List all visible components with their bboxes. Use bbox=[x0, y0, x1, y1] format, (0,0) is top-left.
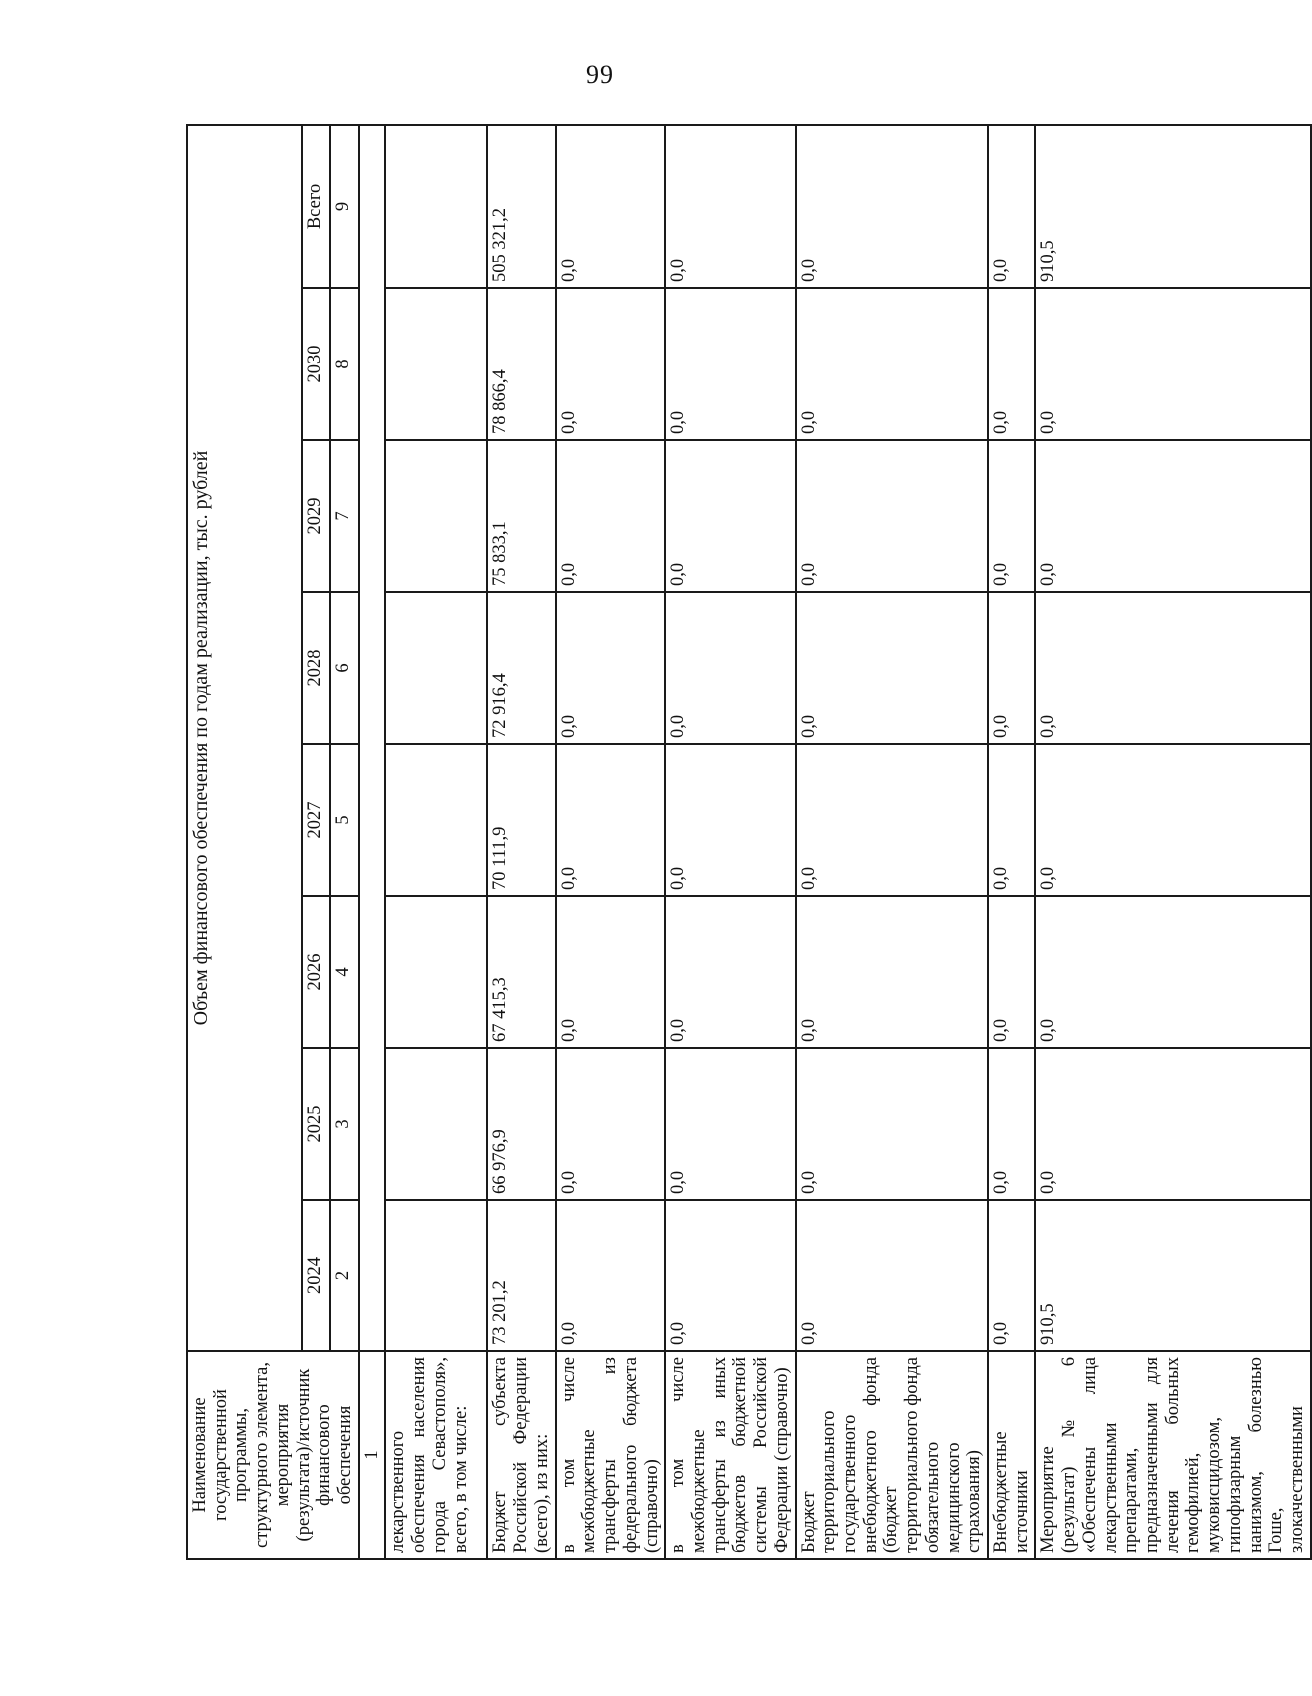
header-year-2026: 2026 bbox=[302, 896, 330, 1048]
table-cell: 0,0 bbox=[556, 125, 666, 288]
table-cell: 0,0 bbox=[796, 592, 988, 744]
table-cell: 0,0 bbox=[665, 744, 795, 896]
table-cell: 0,0 bbox=[988, 744, 1035, 896]
row-label: в том числе межбюджетные трансферты из иных бюджетов бюджетной системы Российской Федерации (справочно) bbox=[665, 1351, 795, 1559]
column-number: 3 bbox=[330, 1048, 358, 1200]
table-cell: 67 415,3 bbox=[487, 896, 555, 1048]
column-number: 1 bbox=[359, 1351, 386, 1559]
table-cell: 0,0 bbox=[988, 896, 1035, 1048]
table-cell: 0,0 bbox=[665, 896, 795, 1048]
table-cell bbox=[385, 744, 487, 896]
table-cell: 0,0 bbox=[556, 440, 666, 592]
table-cell: 0,0 bbox=[988, 1200, 1035, 1351]
table-cell: 0,0 bbox=[1035, 288, 1310, 440]
table-cell: 0,0 bbox=[1035, 1048, 1310, 1200]
table-cell bbox=[385, 1200, 487, 1351]
header-year-2029: 2029 bbox=[302, 440, 330, 592]
table-cell: 0,0 bbox=[665, 1200, 795, 1351]
row-label: Бюджет территориального государственного внебюджетного фонда (бюджет территориального фонда обязательного медицинского страхования) bbox=[796, 1351, 988, 1559]
table-cell bbox=[385, 1048, 487, 1200]
table-cell: 0,0 bbox=[665, 592, 795, 744]
table-row bbox=[487, 125, 555, 1559]
table-cell: 0,0 bbox=[796, 1048, 988, 1200]
table-cell: 75 833,1 bbox=[487, 440, 555, 592]
column-number: 9 bbox=[330, 125, 358, 288]
column-number: 4 bbox=[330, 896, 358, 1048]
financing-table bbox=[186, 124, 1312, 1560]
table-cell: 72 916,4 bbox=[487, 592, 555, 744]
table-cell bbox=[385, 125, 487, 288]
table-cell: 505 321,2 bbox=[487, 125, 555, 288]
header-year-2030: 2030 bbox=[302, 288, 330, 440]
table-row bbox=[556, 125, 666, 1559]
column-number: 6 bbox=[330, 592, 358, 744]
table-row bbox=[665, 125, 795, 1559]
table-cell bbox=[385, 592, 487, 744]
table-cell bbox=[385, 440, 487, 592]
table-row bbox=[385, 125, 487, 1559]
table-cell: 0,0 bbox=[1035, 896, 1310, 1048]
table-row bbox=[796, 125, 988, 1559]
table-cell bbox=[385, 288, 487, 440]
row-label: Мероприятие (результат) № 6 «Обеспечены лица лекарственными препаратами, предназначенными для лечения больных гемофилией, муковисцидозом, гипофизарным нанизмом, болезнью Гоше, злокачественными bbox=[1035, 1351, 1310, 1559]
table-cell: 78 866,4 bbox=[487, 288, 555, 440]
header-year-2024: 2024 bbox=[302, 1200, 330, 1351]
row-label: Внебюджетные источники bbox=[988, 1351, 1035, 1559]
header-name-column: Наименование государственной программы, структурного элемента, мероприятия (результата)/источник финансового обеспечения bbox=[187, 1351, 359, 1559]
header-year-2025: 2025 bbox=[302, 1048, 330, 1200]
table-cell: 0,0 bbox=[665, 440, 795, 592]
row-label: в том числе межбюджетные трансферты из федерального бюджета (справочно) bbox=[556, 1351, 666, 1559]
column-number: 7 bbox=[330, 440, 358, 592]
table-cell: 0,0 bbox=[796, 440, 988, 592]
table-cell: 0,0 bbox=[988, 440, 1035, 592]
page-number: 99 bbox=[586, 60, 614, 89]
header-total: Всего bbox=[302, 125, 330, 288]
header-year-2028: 2028 bbox=[302, 592, 330, 744]
column-number: 5 bbox=[330, 744, 358, 896]
column-number: 2 bbox=[330, 1200, 358, 1351]
table-cell: 66 976,9 bbox=[487, 1048, 555, 1200]
table-cell: 0,0 bbox=[556, 1048, 666, 1200]
table-cell: 0,0 bbox=[796, 288, 988, 440]
table-cell bbox=[385, 896, 487, 1048]
table-cell: 0,0 bbox=[988, 1048, 1035, 1200]
table-cell: 910,5 bbox=[1035, 125, 1310, 288]
table-cell: 0,0 bbox=[665, 288, 795, 440]
table-cell: 0,0 bbox=[796, 896, 988, 1048]
table-cell: 0,0 bbox=[796, 125, 988, 288]
row-label: Бюджет субъекта Российской Федерации (всего), из них: bbox=[487, 1351, 555, 1559]
financing-table-wrapper bbox=[186, 126, 1308, 1560]
table-cell: 0,0 bbox=[796, 744, 988, 896]
table-row bbox=[988, 125, 1035, 1559]
table-row bbox=[1035, 125, 1310, 1559]
table-cell: 0,0 bbox=[1035, 592, 1310, 744]
column-number-filler bbox=[359, 125, 386, 1351]
table-cell: 0,0 bbox=[665, 125, 795, 288]
column-number: 8 bbox=[330, 288, 358, 440]
table-cell: 0,0 bbox=[1035, 440, 1310, 592]
table-cell: 0,0 bbox=[556, 592, 666, 744]
table-cell: 0,0 bbox=[988, 288, 1035, 440]
header-volume-column: Объем финансового обеспечения по годам реализации, тыс. рублей bbox=[187, 125, 302, 1351]
table-cell: 0,0 bbox=[556, 896, 666, 1048]
table-cell: 910,5 bbox=[1035, 1200, 1310, 1351]
header-year-2027: 2027 bbox=[302, 744, 330, 896]
table-cell: 73 201,2 bbox=[487, 1200, 555, 1351]
table-cell: 70 111,9 bbox=[487, 744, 555, 896]
table-cell: 0,0 bbox=[556, 744, 666, 896]
table-cell: 0,0 bbox=[556, 1200, 666, 1351]
table-cell: 0,0 bbox=[988, 125, 1035, 288]
row-label: лекарственного обеспечения населения города Севастополя», всего, в том числе: bbox=[385, 1351, 487, 1559]
table-cell: 0,0 bbox=[988, 592, 1035, 744]
table-cell: 0,0 bbox=[1035, 744, 1310, 896]
table-cell: 0,0 bbox=[796, 1200, 988, 1351]
table-cell: 0,0 bbox=[665, 1048, 795, 1200]
table-cell: 0,0 bbox=[556, 288, 666, 440]
